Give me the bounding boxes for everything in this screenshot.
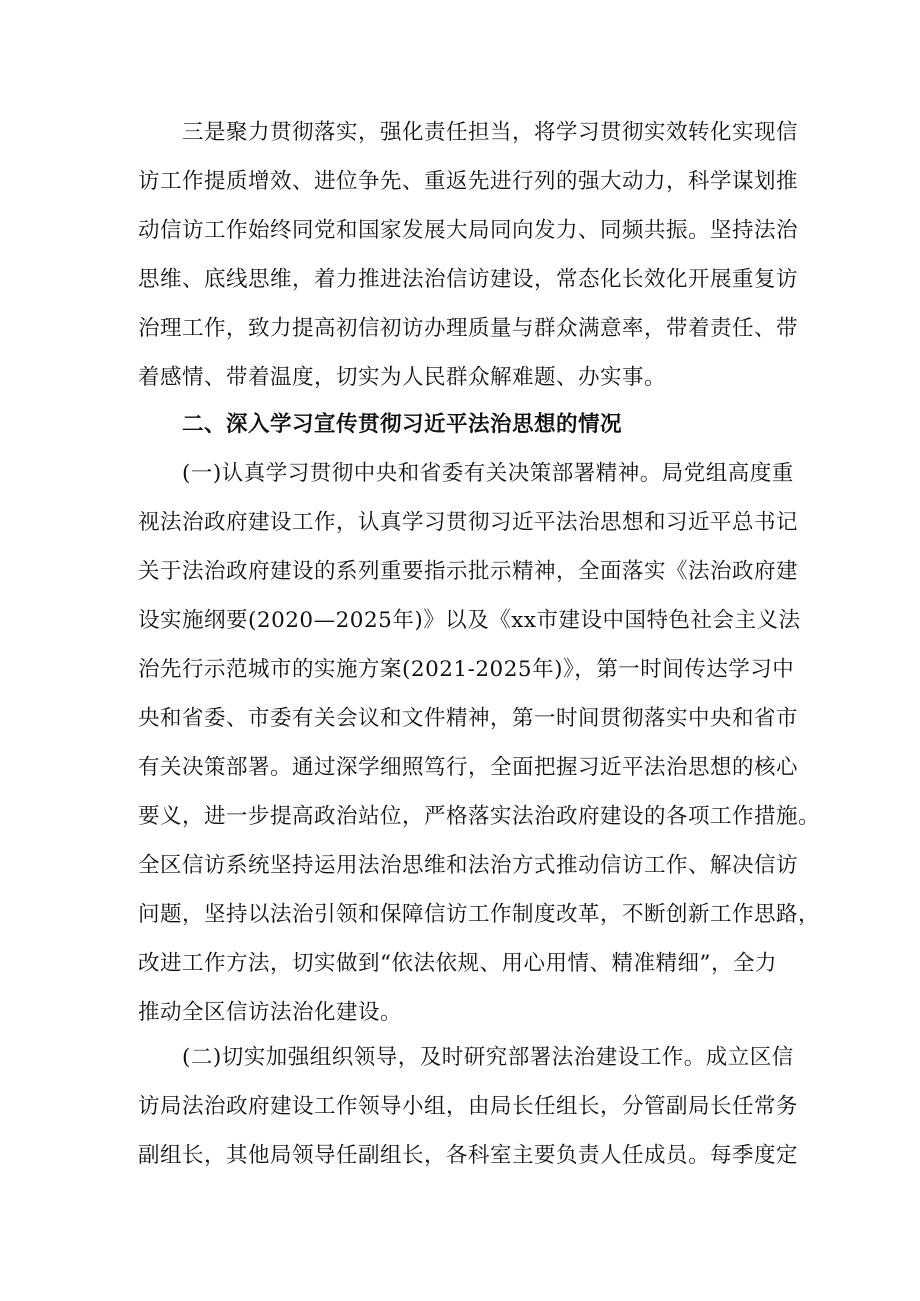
text-line: 着感情、带着温度，切实为人民群众解难题、办实事。 xyxy=(138,365,667,390)
text-line: 改进工作方法，切实做到“依法依规、用心用情、精准精细”，全力 xyxy=(138,951,777,976)
text-line: 要义，进一步提高政治站位，严格落实法治政府建设的各项工作措施。 xyxy=(138,804,821,829)
paragraph-3 xyxy=(138,1033,798,1180)
text-line: 设实施纲要(2020—2025年)》以及《xx市建设中国特色社会主义法 xyxy=(138,608,801,633)
text-line: 有关决策部署。通过深学细照笃行，全面把握习近平法治思想的核心 xyxy=(138,755,799,780)
text-line: 副组长，其他局领导任副组长，各科室主要负责人任成员。每季度定 xyxy=(138,1143,799,1168)
text-line: 访局法治政府建设工作领导小组，由局长任组长，分管副局长任常务 xyxy=(138,1094,799,1119)
text-line: 三是聚力贯彻落实，强化责任担当，将学习贯彻实效转化实现信 xyxy=(182,120,799,145)
text-line: 问题，坚持以法治引领和保障信访工作制度改革，不断创新工作思路， xyxy=(138,902,821,927)
text-line: 全区信访系统坚持运用法治思维和法治方式推动信访工作、解决信访 xyxy=(138,853,799,878)
paragraph-1 xyxy=(138,108,798,402)
text-line: 央和省委、市委有关会议和文件精神，第一时间贯彻落实中央和省市 xyxy=(138,706,799,731)
text-line: 动信访工作始终同党和国家发展大局同向发力、同频共振。坚持法治 xyxy=(138,218,799,243)
text-line: (二)切实加强组织领导，及时研究部署法治建设工作。成立区信 xyxy=(182,1045,794,1070)
paragraph-2 xyxy=(138,449,821,1037)
section-heading-text: 二、深入学习宣传贯彻习近平法治思想的情况 xyxy=(182,412,623,437)
text-line: (一)认真学习贯彻中央和省委有关决策部署精神。局党组高度重 xyxy=(182,461,794,486)
text-line: 治先行示范城市的实施方案(2021-2025年)》，第一时间传达学习中 xyxy=(138,657,795,682)
text-line: 推动全区信访法治化建设。 xyxy=(138,1000,403,1025)
text-line: 访工作提质增效、进位争先、重返先进行列的强大动力，科学谋划推 xyxy=(138,169,799,194)
text-line: 关于法治政府建设的系列重要指示批示精神，全面落实《法治政府建 xyxy=(138,559,799,584)
section-heading xyxy=(138,400,798,449)
text-line: 思维、底线思维，着力推进法治信访建设，常态化长效化开展重复访 xyxy=(138,267,799,292)
text-line: 视法治政府建设工作，认真学习贯彻习近平法治思想和习近平总书记 xyxy=(138,510,799,535)
text-line: 治理工作，致力提高初信初访办理质量与群众满意率，带着责任、带 xyxy=(138,316,799,341)
